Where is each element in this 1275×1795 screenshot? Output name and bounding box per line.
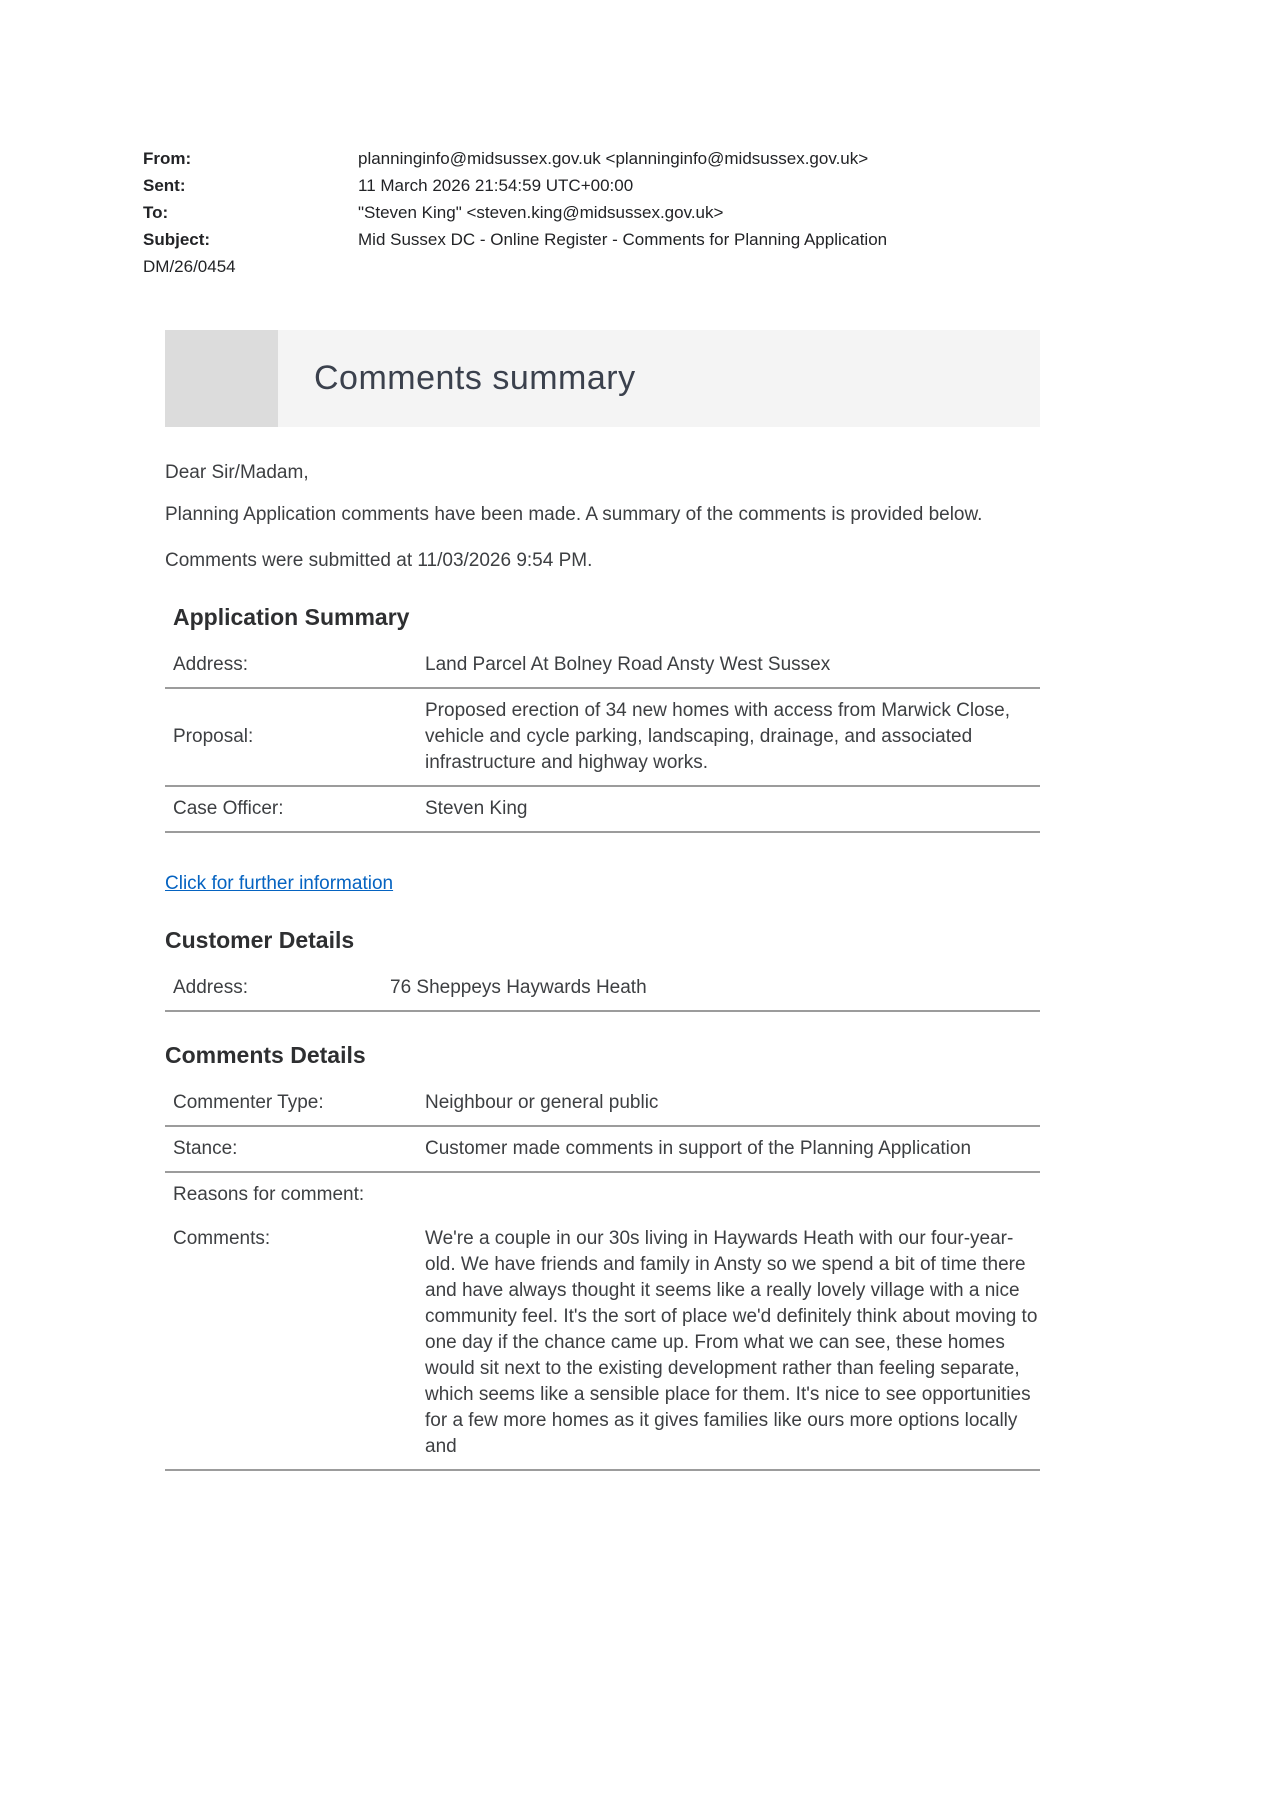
- case-officer-value: Steven King: [425, 798, 528, 819]
- customer-details-table: [165, 966, 1040, 1012]
- email-header-row-to: [143, 199, 1143, 226]
- subject-label: Subject:: [143, 230, 211, 249]
- summary-note-text: Planning Application comments have been made. A summary of the comments is provided below.: [165, 504, 983, 525]
- greeting-text: Dear Sir/Madam,: [165, 462, 309, 483]
- from-value: planninginfo@midsussex.gov.uk <planninginfo@midsussex.gov.uk>: [358, 149, 869, 168]
- customer-address-value: 76 Sheppeys Haywards Heath: [390, 977, 647, 998]
- table-row-reasons: [165, 1173, 1040, 1217]
- comments-label: Comments:: [173, 1228, 271, 1249]
- proposal-value: Proposed erection of 34 new homes with access from Marwick Close, vehicle and cycle parking, landscaping, drainage, and associated infrastructure and highway works.: [425, 700, 1011, 773]
- comments-value: We're a couple in our 30s living in Haywards Heath with our four-year-old. We have friends and family in Ansty so we spend a bit of time there and have always thought it seems like a really lovely village with a nice community feel. It's the sort of place we'd definitely think about moving to one day if the chance came up. From what we can see, these homes would sit next to the existing development rather than feeling separate, which seems like a sensible place for them. It's nice to see opportunities for a few more homes as it gives families like ours more options locally and: [425, 1228, 1038, 1457]
- table-row-case-officer: [165, 787, 1040, 833]
- stance-value: Customer made comments in support of the Planning Application: [425, 1138, 972, 1159]
- application-summary-table: [165, 643, 1040, 833]
- comments-details-table: [165, 1081, 1040, 1471]
- banner: [165, 330, 1040, 427]
- address-label: Address:: [173, 654, 248, 675]
- sent-value: 11 March 2026 21:54:59 UTC+00:00: [358, 176, 634, 195]
- subject-reference-number: DM/26/0454: [143, 257, 236, 276]
- table-row-stance: [165, 1127, 1040, 1173]
- table-row-comments: [165, 1217, 1040, 1471]
- table-row-address: [165, 643, 1040, 689]
- table-row-commenter-type: [165, 1081, 1040, 1127]
- stance-label: Stance:: [173, 1138, 238, 1159]
- table-row-proposal: [165, 689, 1040, 787]
- commenter-type-value: Neighbour or general public: [425, 1092, 659, 1113]
- email-header-row-from: [143, 145, 1143, 172]
- proposal-label: Proposal:: [173, 726, 254, 747]
- to-value: "Steven King" <steven.king@midsussex.gov.uk>: [358, 203, 724, 222]
- further-information-link[interactable]: Click for further information: [165, 873, 394, 894]
- commenter-type-label: Commenter Type:: [173, 1092, 324, 1113]
- table-row-customer-address: [165, 966, 1040, 1012]
- subject-value: Mid Sussex DC - Online Register - Comments for Planning Application: [358, 230, 888, 249]
- sent-label: Sent:: [143, 176, 186, 195]
- application-summary-heading: Application Summary: [173, 604, 410, 630]
- email-header-row-sent: [143, 172, 1143, 199]
- to-label: To:: [143, 203, 169, 222]
- reasons-for-comment-label: Reasons for comment:: [173, 1184, 365, 1205]
- customer-details-heading: Customer Details: [165, 927, 355, 953]
- email-body: [165, 460, 1040, 1471]
- comments-details-heading: Comments Details: [165, 1042, 366, 1068]
- logo-placeholder: [165, 330, 278, 427]
- email-header: [143, 145, 1143, 280]
- address-value: Land Parcel At Bolney Road Ansty West Sussex: [425, 654, 831, 675]
- submitted-timestamp-text: Comments were submitted at 11/03/2026 9:54 PM.: [165, 550, 593, 571]
- page-title: Comments summary: [314, 359, 636, 397]
- email-header-row-subject: [143, 226, 1143, 253]
- customer-address-label: Address:: [173, 977, 248, 998]
- case-officer-label: Case Officer:: [173, 798, 284, 819]
- from-label: From:: [143, 149, 192, 168]
